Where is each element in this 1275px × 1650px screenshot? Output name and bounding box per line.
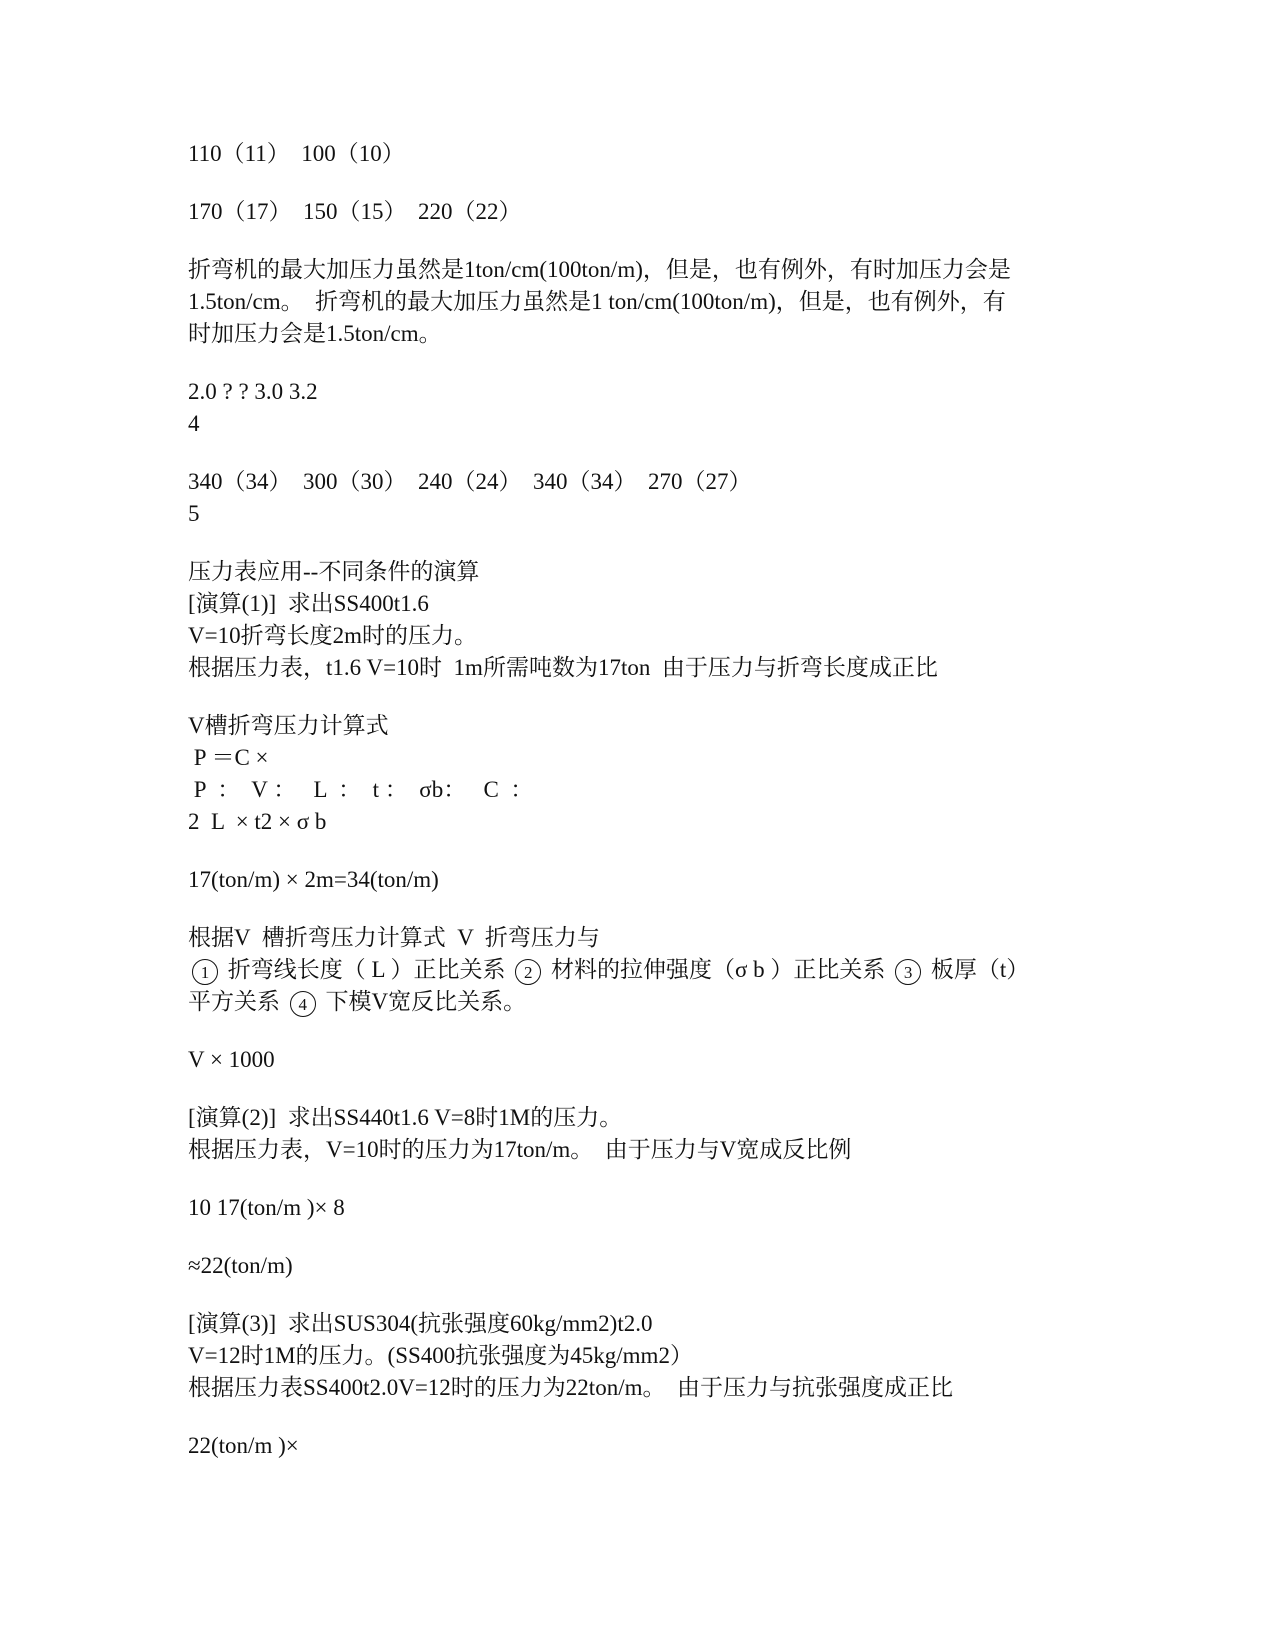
text-line: 2.0 ? ? 3.0 3.2 (188, 379, 318, 404)
circled-number: 3 (895, 959, 921, 985)
formula-line: 17(ton/m) × 2m=34(ton/m) (188, 867, 439, 892)
text-line: V=10折弯长度2m时的压力。 (188, 623, 477, 648)
text-line: 根据压力表，t1.6 V=10时 1m所需吨数为17ton 由于压力与折弯长度成正比 (188, 655, 938, 680)
text-line: 根据压力表，V=10时的压力为17ton/m。 由于压力与V宽成反比例 (188, 1137, 852, 1162)
paragraph (188, 710, 1108, 838)
page-number: 4 (188, 411, 200, 436)
section-heading: V槽折弯压力计算式 (188, 713, 389, 738)
text-line: 根据压力表SS400t2.0V=12时的压力为22ton/m。 由于压力与抗张强度成正比 (188, 1375, 953, 1400)
page-number: 5 (188, 501, 200, 526)
paragraph (188, 864, 1108, 896)
paragraph (188, 1192, 1108, 1224)
text-line: 折弯机的最大加压力虽然是1ton/cm(100ton/m)，但是，也有例外，有时加压力会是 (188, 257, 1011, 282)
formula-line: 22(ton/m )× (188, 1433, 299, 1458)
paragraph (188, 466, 1108, 530)
paragraph (188, 1102, 1108, 1166)
paragraph (188, 922, 1108, 1018)
text-line: 1.5ton/cm。 折弯机的最大加压力虽然是1 ton/cm(100ton/m)，但是，也有例外，有 (188, 289, 1006, 314)
text-line: V=12时1M的压力。(SS400抗张强度为45kg/mm2） (188, 1343, 693, 1368)
paragraph (188, 1250, 1108, 1282)
circled-number: 2 (515, 959, 541, 985)
paragraph (188, 1308, 1108, 1404)
formula-line: ≈22(ton/m) (188, 1253, 293, 1278)
formula-line: 10 17(ton/m )× 8 (188, 1195, 345, 1220)
circled-number: 4 (290, 991, 316, 1017)
paragraph (188, 254, 1108, 350)
text-line: 110（11） 100（10） (188, 141, 405, 166)
text-line: 170（17） 150（15） 220（22） (188, 199, 522, 224)
formula-line: P ＝C × (188, 745, 269, 770)
paragraph (188, 196, 1108, 228)
text-line: [演算(1)] 求出SS400t1.6 (188, 591, 429, 616)
formula-line: 2 L × t2 × σ b (188, 809, 327, 834)
text-line: 根据V 槽折弯压力计算式 V 折弯压力与 (188, 925, 600, 950)
text-line: 1 折弯线长度（ L ）正比关系 2 材料的拉伸强度（σ b ）正比关系 3 板厚（t） (188, 954, 1108, 986)
formula-line: V × 1000 (188, 1047, 275, 1072)
document-body (188, 138, 1108, 1488)
section-heading: [演算(2)] 求出SS440t1.6 V=8时1M的压力。 (188, 1105, 623, 1130)
text-line: 平方关系 4 下模V宽反比关系。 (188, 986, 1108, 1018)
text-line: 340（34） 300（30） 240（24） 340（34） 270（27） (188, 469, 752, 494)
text-line: 时加压力会是1.5ton/cm。 (188, 321, 442, 346)
paragraph (188, 1430, 1108, 1462)
section-heading: 压力表应用--不同条件的演算 (188, 559, 480, 584)
formula-line: P ： V ： L ： t ： σb： C ： (188, 777, 534, 802)
circled-number: 1 (192, 959, 218, 985)
paragraph (188, 1044, 1108, 1076)
paragraph (188, 138, 1108, 170)
section-heading: [演算(3)] 求出SUS304(抗张强度60kg/mm2)t2.0 (188, 1311, 653, 1336)
paragraph (188, 376, 1108, 440)
paragraph (188, 556, 1108, 684)
